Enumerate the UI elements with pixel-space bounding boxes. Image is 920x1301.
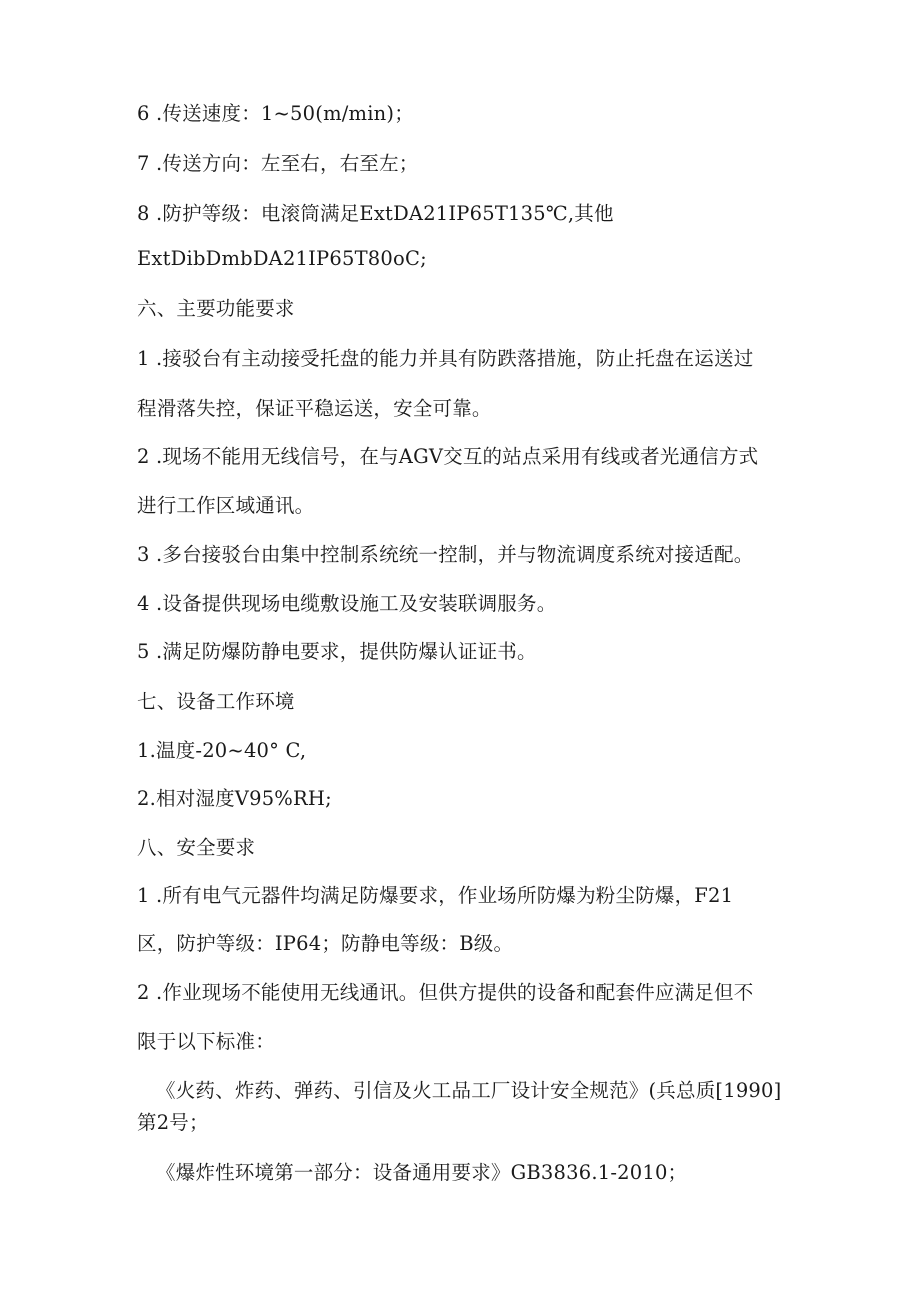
safety-item-1: 1 .所有电气元器件均满足防爆要求，作业场所防爆为粉尘防爆，F21 — [137, 884, 734, 907]
safety-item-1-cont: 区，防护等级：IP64；防静电等级：B级。 — [137, 932, 514, 955]
environment-temperature: 1.温度-20~40° C, — [137, 739, 307, 762]
function-item-4: 4 .设备提供现场电缆敷设施工及安装联调服务。 — [137, 592, 557, 615]
safety-item-2-cont: 限于以下标准： — [137, 1030, 275, 1053]
safety-item-2: 2 .作业现场不能使用无线通讯。但供方提供的设备和配套件应满足但不 — [137, 981, 754, 1004]
spec-transfer-direction: 7 .传送方向：左至右，右至左； — [137, 152, 419, 175]
function-item-1: 1 .接驳台有主动接受托盘的能力并具有防跌落措施，防止托盘在运送过 — [137, 347, 754, 370]
spec-transfer-speed: 6 .传送速度：1~50(m/min)； — [137, 102, 414, 125]
section-heading-environment: 七、设备工作环境 — [137, 690, 295, 713]
spec-protection-level-cont: ExtDibDmbDA21IP65T80oC; — [137, 247, 427, 270]
environment-humidity: 2.相对湿度V95%RH; — [137, 787, 332, 810]
function-item-3: 3 .多台接驳台由集中控制系统统一控制，并与物流调度系统对接适配。 — [137, 543, 754, 566]
function-item-1-cont: 程滑落失控，保证平稳运送，安全可靠。 — [137, 397, 492, 420]
function-item-5: 5 .满足防爆防静电要求，提供防爆认证证书。 — [137, 640, 537, 663]
section-heading-safety: 八、安全要求 — [137, 836, 256, 859]
standard-item-2: 《爆炸性环境第一部分：设备通用要求》GB3836.1-2010； — [156, 1161, 688, 1184]
section-heading-main-functions: 六、主要功能要求 — [137, 297, 295, 320]
standard-item-1: 《火药、炸药、弹药、引信及火工品工厂设计安全规范》(兵总质[1990] — [156, 1079, 782, 1102]
function-item-2: 2 .现场不能用无线信号，在与AGV交互的站点采用有线或者光通信方式 — [137, 445, 759, 468]
spec-protection-level: 8 .防护等级：电滚筒满足ExtDA21IP65T135℃,其他 — [137, 202, 614, 225]
standard-item-1-cont: 第2号； — [137, 1111, 209, 1134]
function-item-2-cont: 进行工作区域通讯。 — [137, 494, 315, 517]
